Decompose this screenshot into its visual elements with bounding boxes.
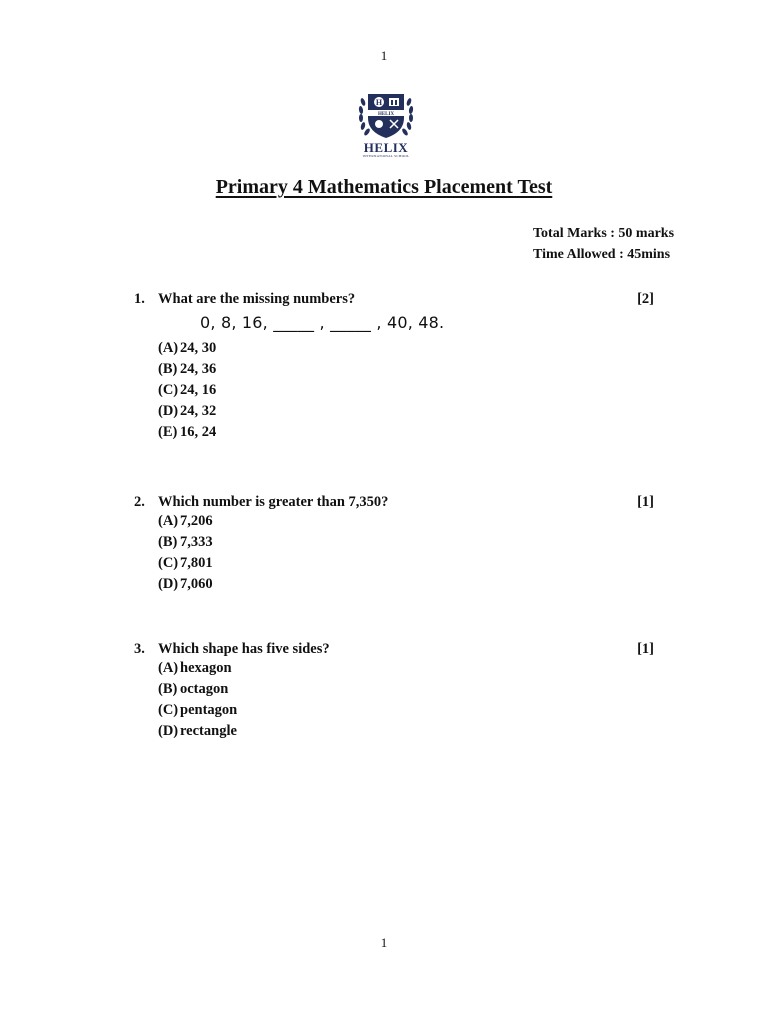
question-text: What are the missing numbers? bbox=[158, 291, 356, 307]
question-marks: [1] bbox=[637, 641, 654, 657]
options-list bbox=[158, 338, 654, 443]
option-letter: (B) bbox=[158, 681, 178, 697]
question-2 bbox=[134, 494, 654, 595]
logo-subtitle: INTERNATIONAL SCHOOL bbox=[362, 154, 410, 158]
question-marks: [1] bbox=[637, 494, 654, 510]
option-a bbox=[158, 511, 654, 532]
question-number: 1. bbox=[134, 291, 145, 307]
option-text: 24, 32 bbox=[180, 403, 217, 419]
school-logo bbox=[352, 90, 420, 162]
option-e bbox=[158, 422, 654, 443]
options-list bbox=[158, 658, 654, 742]
footer-page-number: 1 bbox=[380, 935, 388, 950]
number-sequence: 0, 8, 16, _____ , _____ , 40, 48. bbox=[200, 313, 445, 332]
option-d bbox=[158, 721, 654, 742]
option-letter: (B) bbox=[158, 534, 178, 550]
option-text: rectangle bbox=[180, 723, 237, 739]
question-header bbox=[134, 494, 654, 511]
option-letter: (C) bbox=[158, 382, 179, 398]
question-number: 3. bbox=[134, 641, 145, 657]
question-3 bbox=[134, 641, 654, 742]
time-allowed: Time Allowed : 45mins bbox=[533, 247, 671, 262]
option-text: hexagon bbox=[180, 660, 232, 676]
option-a bbox=[158, 338, 654, 359]
question-header bbox=[134, 641, 654, 658]
option-b bbox=[158, 532, 654, 553]
options-list bbox=[158, 511, 654, 595]
question-text: Which number is greater than 7,350? bbox=[158, 494, 389, 510]
option-c bbox=[158, 553, 654, 574]
option-letter: (D) bbox=[158, 576, 179, 592]
page-title bbox=[0, 176, 768, 199]
option-text: 7,206 bbox=[180, 513, 213, 529]
option-letter: (E) bbox=[158, 424, 178, 440]
option-a bbox=[158, 658, 654, 679]
option-text: octagon bbox=[180, 681, 229, 697]
option-text: 7,801 bbox=[180, 555, 213, 571]
option-letter: (A) bbox=[158, 660, 179, 676]
option-b bbox=[158, 679, 654, 700]
option-text: 16, 24 bbox=[180, 424, 217, 440]
header-page-number: 1 bbox=[380, 48, 388, 63]
question-marks: [2] bbox=[637, 291, 654, 307]
option-text: 24, 16 bbox=[180, 382, 217, 398]
option-letter: (C) bbox=[158, 555, 179, 571]
option-b bbox=[158, 359, 654, 380]
question-text: Which shape has five sides? bbox=[158, 641, 330, 657]
svg-text:HELIX: HELIX bbox=[377, 112, 395, 117]
option-text: 24, 36 bbox=[180, 361, 217, 377]
option-c bbox=[158, 380, 654, 401]
option-text: pentagon bbox=[180, 702, 238, 718]
logo-name: HELIX bbox=[363, 140, 409, 155]
option-letter: (A) bbox=[158, 340, 179, 356]
option-letter: (D) bbox=[158, 403, 179, 419]
option-letter: (B) bbox=[158, 361, 178, 377]
question-number: 2. bbox=[134, 494, 145, 510]
svg-text:H: H bbox=[375, 98, 383, 107]
question-header bbox=[134, 291, 654, 308]
option-text: 24, 30 bbox=[180, 340, 217, 356]
option-letter: (A) bbox=[158, 513, 179, 529]
option-d bbox=[158, 401, 654, 422]
option-text: 7,060 bbox=[180, 576, 213, 592]
crest-icon bbox=[352, 90, 420, 140]
option-letter: (C) bbox=[158, 702, 179, 718]
option-d bbox=[158, 574, 654, 595]
option-c bbox=[158, 700, 654, 721]
total-marks: Total Marks : 50 marks bbox=[533, 226, 675, 241]
test-meta bbox=[533, 223, 674, 265]
option-text: 7,333 bbox=[180, 534, 213, 550]
page-title-text: Primary 4 Mathematics Placement Test bbox=[215, 176, 553, 198]
option-letter: (D) bbox=[158, 723, 179, 739]
question-1 bbox=[134, 291, 654, 443]
